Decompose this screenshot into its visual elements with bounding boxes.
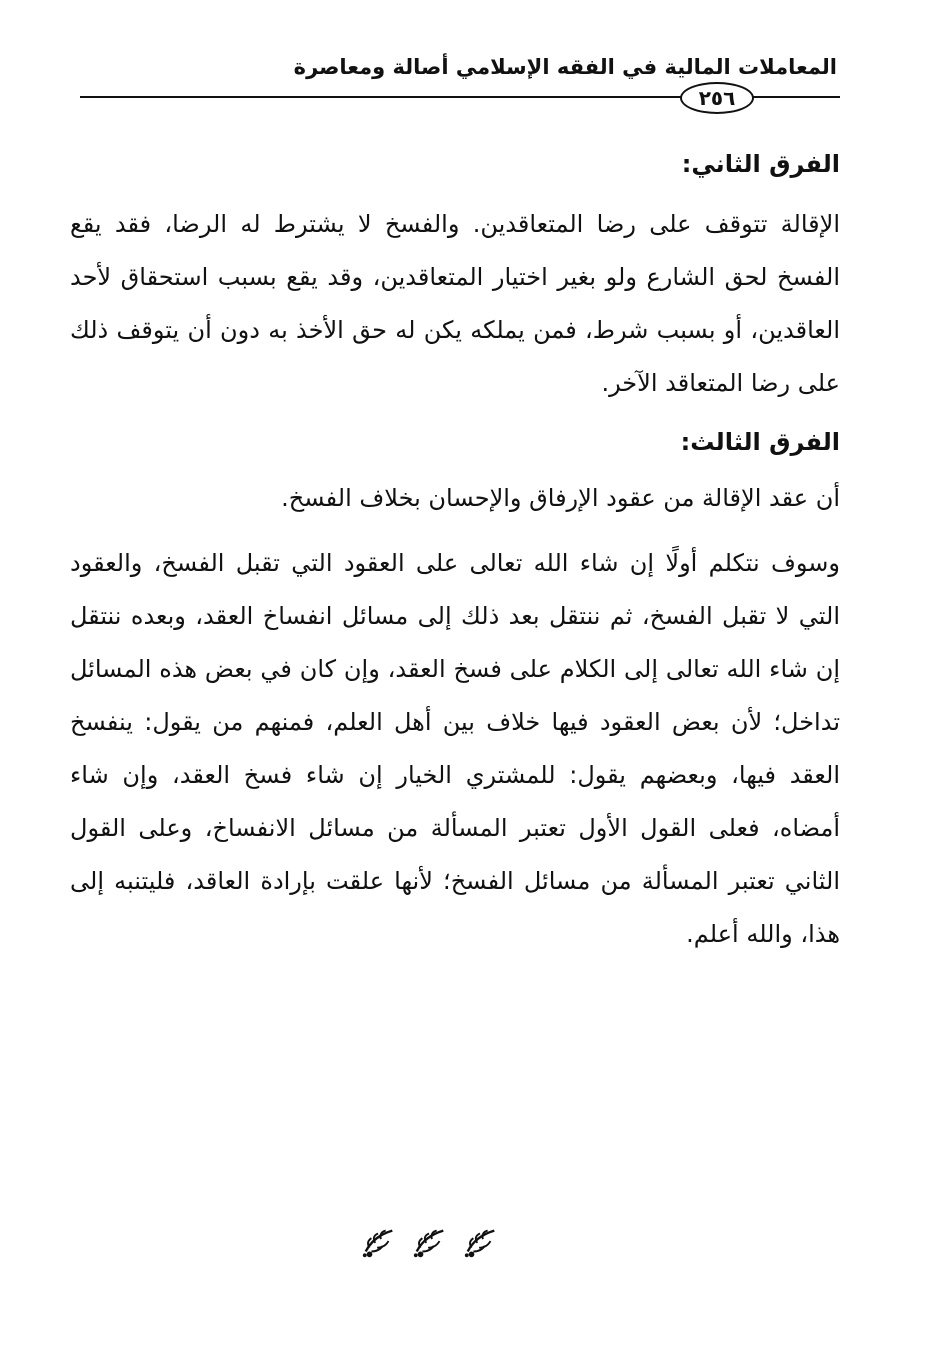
section-heading-second-difference: الفرق الثاني:	[681, 150, 840, 178]
floral-ornament-icon	[360, 1222, 500, 1262]
floral-ornament-icon	[462, 1223, 500, 1261]
section-heading-third-difference: الفرق الثالث:	[680, 428, 840, 456]
paragraph-plan: وسوف نتكلم أولًا إن شاء الله تعالى على العقود التي تقبل الفسخ، والعقود التي لا تقبل الفسخ، ثم ننتقل بعد ذلك إلى مسائل انفساخ العقد، وبعده ننتقل إن شاء الله تعالى إلى الكلام على فسخ العقد، وإن كان في بعض هذه المسائل تداخل؛ لأن بعض العقود فيها خلاف بين أهل العلم، فمنهم من يقول: ينفسخ العقد فيها، وبعضهم يقول: للمشتري الخيار إن شاء فسخ العقد، وإن شاء أمضاه، فعلى القول الأول تعتبر المسألة من مسائل الانفساخ، وعلى القول الثاني تعتبر المسألة من مسائل الفسخ؛ لأنها علقت بإرادة العاقد، فليتنبه إلى هذا، والله أعلم.	[70, 549, 840, 948]
floral-ornament-icon	[360, 1223, 398, 1261]
running-header-title: المعاملات المالية في الفقه الإسلامي أصالة ومعاصرة	[293, 55, 837, 79]
floral-ornament-icon	[411, 1223, 449, 1261]
paragraph-third-difference: أن عقد الإقالة من عقود الإرفاق والإحسان بخلاف الفسخ.	[281, 484, 840, 512]
paragraph-second-difference: الإقالة تتوقف على رضا المتعاقدين. والفسخ لا يشترط له الرضا، فقد يقع الفسخ لحق الشارع ولو بغير اختيار المتعاقدين، وقد يقع بسبب استحقاق لأحد العاقدين، أو بسبب شرط، فمن يملكه يكن له حق الأخذ به دون أن يتوقف ذلك على رضا المتعاقد الآخر.	[70, 210, 840, 397]
page-number: ٢٥٦	[680, 82, 754, 114]
page-body	[70, 140, 840, 961]
